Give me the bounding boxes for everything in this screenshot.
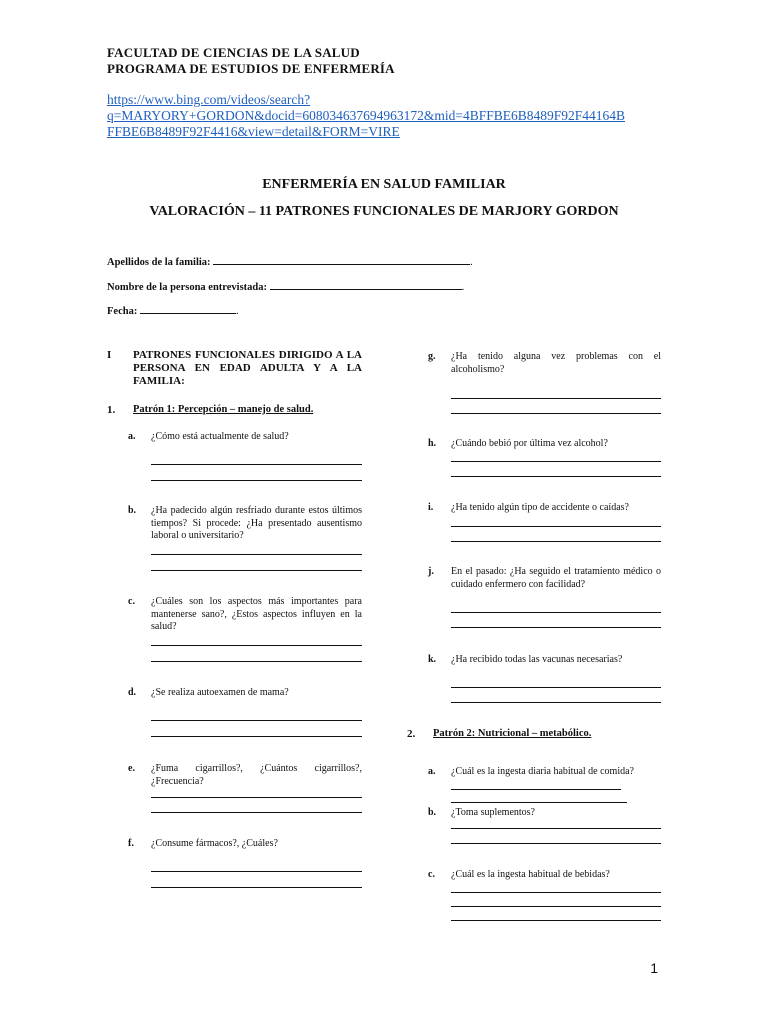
page-number: 1 [650, 960, 658, 976]
answer-line[interactable] [451, 906, 661, 907]
document-title: ENFERMERÍA EN SALUD FAMILIAR [262, 177, 506, 192]
question-text: ¿Cuál es la ingesta diaria habitual de comida? [451, 766, 634, 777]
question-letter: e. [128, 763, 135, 774]
answer-line[interactable] [451, 789, 621, 790]
question-text: ¿Se realiza autoexamen de mama? [151, 687, 289, 698]
question-letter: c. [428, 869, 435, 880]
answer-line[interactable] [151, 464, 362, 465]
question-letter: i. [428, 502, 434, 513]
video-link[interactable] [107, 92, 625, 140]
question-letter: k. [428, 654, 437, 665]
question-letter: b. [428, 807, 437, 818]
answer-line[interactable] [151, 887, 362, 888]
answer-line[interactable] [151, 720, 362, 721]
answer-line[interactable] [451, 702, 661, 703]
pattern-1-number: 1. [107, 404, 116, 416]
question-text: ¿Ha recibido todas las vacunas necesarias? [451, 654, 623, 665]
answer-line[interactable] [151, 797, 362, 798]
answer-line[interactable] [451, 413, 661, 414]
question-letter: b. [128, 505, 137, 516]
question-letter: c. [128, 596, 135, 607]
date-field [107, 303, 239, 317]
question-letter: f. [128, 838, 134, 849]
answer-line[interactable] [451, 612, 661, 613]
section-heading: PATRONES FUNCIONALES DIRIGIDO A LA PERSONA EN EDAD ADULTA Y A LA FAMILIA: [133, 349, 362, 387]
interviewee-name-label: Nombre de la persona entrevistada: [107, 282, 268, 293]
question-text: ¿Toma suplementos? [451, 807, 535, 818]
answer-line[interactable] [451, 920, 661, 921]
pattern-1-title: Patrón 1: Percepción – manejo de salud. [133, 404, 314, 415]
answer-line[interactable] [451, 843, 661, 844]
family-surname-label: Apellidos de la familia: [107, 257, 211, 268]
answer-line[interactable] [151, 480, 362, 481]
question-text: ¿Consume fármacos?, ¿Cuáles? [151, 838, 278, 849]
answer-line[interactable] [151, 871, 362, 872]
interviewee-name-field [107, 279, 464, 293]
question-letter: d. [128, 687, 137, 698]
field-end-dot: . [235, 306, 239, 317]
answer-line[interactable] [451, 476, 661, 477]
answer-line[interactable] [151, 570, 362, 571]
answer-line[interactable] [151, 736, 362, 737]
answer-line[interactable] [451, 526, 661, 527]
field-end-dot: . [461, 282, 465, 293]
question-text: ¿Fuma cigarrillos?, ¿Cuántos cigarrillos?, ¿Frecuencia? [151, 763, 362, 787]
answer-line[interactable] [151, 661, 362, 662]
question-letter: g. [428, 351, 436, 362]
answer-line[interactable] [451, 461, 661, 462]
question-text: ¿Cuáles son los aspectos más importantes para mantenerse sano?, ¿Estos aspectos influyen en la salud? [151, 596, 362, 632]
question-text: ¿Cuándo bebió por última vez alcohol? [451, 438, 608, 449]
interviewee-name-blank[interactable] [270, 279, 462, 290]
program-heading: PROGRAMA DE ESTUDIOS DE ENFERMERÍA [107, 61, 395, 76]
video-link-line-1[interactable]: https://www.bing.com/videos/search? [107, 92, 311, 107]
answer-line[interactable] [451, 892, 661, 893]
faculty-heading: FACULTAD DE CIENCIAS DE LA SALUD [107, 45, 360, 60]
question-text: ¿Cómo está actualmente de salud? [151, 431, 289, 442]
answer-line[interactable] [151, 645, 362, 646]
question-text: En el pasado: ¿Ha seguido el tratamiento médico o cuidado enfermero con facilidad? [451, 566, 661, 590]
family-surname-field [107, 254, 473, 268]
video-link-line-2[interactable]: q=MARYORY+GORDON&docid=608034637694963172&mid=4BFFBE6B8489F92F44164B [107, 108, 626, 123]
field-end-dot: . [470, 257, 473, 268]
pattern-2-title: Patrón 2: Nutricional – metabólico. [433, 728, 592, 739]
answer-line[interactable] [451, 398, 661, 399]
question-letter: h. [428, 438, 437, 449]
question-letter: j. [428, 566, 434, 577]
answer-line[interactable] [151, 812, 362, 813]
answer-line[interactable] [451, 627, 661, 628]
question-letter: a. [128, 431, 136, 442]
answer-line[interactable] [151, 554, 362, 555]
question-text: ¿Ha padecido algún resfriado durante estos últimos tiempos? Si procede: ¿Ha presentado ausentismo laboral o universitario? [151, 505, 362, 541]
document-subtitle: VALORACIÓN – 11 PATRONES FUNCIONALES DE MARJORY GORDON [149, 204, 619, 219]
section-roman-numeral: I [107, 349, 112, 361]
video-link-line-3[interactable]: FFBE6B8489F92F4416&view=detail&FORM=VIRE [107, 124, 400, 139]
question-text: ¿Ha tenido alguna vez problemas con el alcoholismo? [451, 351, 661, 375]
answer-line[interactable] [451, 828, 661, 829]
answer-line[interactable] [451, 802, 627, 803]
family-surname-blank[interactable] [213, 254, 470, 265]
date-label: Fecha: [107, 306, 138, 317]
answer-line[interactable] [451, 541, 661, 542]
date-blank[interactable] [140, 303, 236, 314]
question-text: ¿Ha tenido algún tipo de accidente o caídas? [451, 502, 629, 513]
question-text: ¿Cuál es la ingesta habitual de bebidas? [451, 869, 610, 880]
pattern-2-number: 2. [407, 728, 416, 740]
answer-line[interactable] [451, 687, 661, 688]
question-letter: a. [428, 766, 436, 777]
